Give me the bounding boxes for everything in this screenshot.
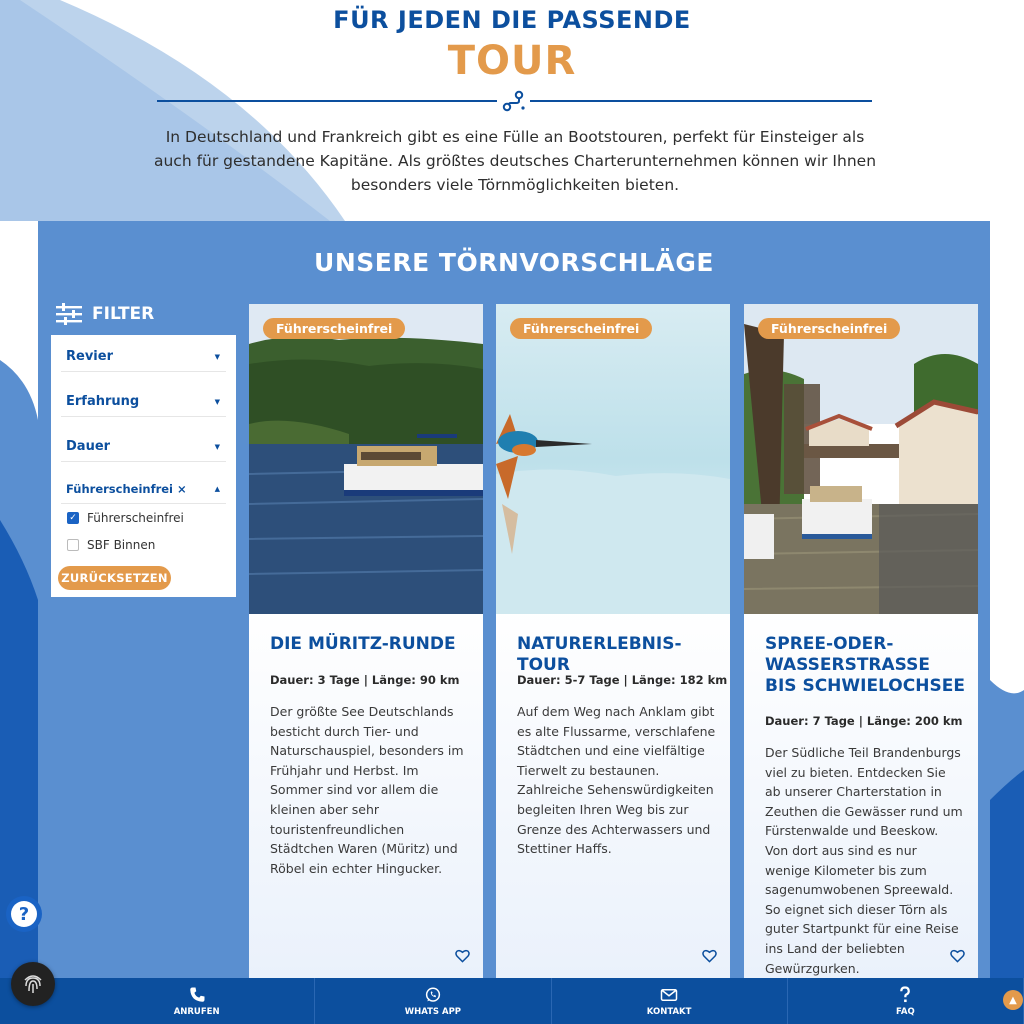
help-icon: ? xyxy=(11,901,37,927)
caret-up-icon: ▲ xyxy=(214,484,220,493)
heart-icon[interactable] xyxy=(455,949,470,963)
call-label: ANRUFEN xyxy=(173,1006,220,1017)
option-sbf-binnen[interactable] xyxy=(67,538,155,552)
card-description: Der größte See Deutschlands besticht durch Tier- und Naturschauspiel, besonders im Frühjahr und Herbst. Im Sommer sind vor allem die kleinen aber sehr touristenfreundlichen Städtchen Waren (Müritz) und Röbel ein echter Hingucker. xyxy=(270,704,464,876)
question-icon xyxy=(896,986,914,1004)
tour-card-spree-oder[interactable] xyxy=(744,304,978,979)
license-free-badge: Führerscheinfrei xyxy=(510,318,652,339)
select-revier[interactable] xyxy=(61,342,226,372)
faq-label: FAQ xyxy=(896,1006,915,1017)
card-meta: Dauer: 5-7 Tage | Länge: 182 km xyxy=(517,673,728,687)
select-fuehrerschein[interactable] xyxy=(61,474,226,504)
select-erfahrung-label: Erfahrung xyxy=(66,394,140,409)
card-title[interactable]: DIE MÜRITZ-RUNDE xyxy=(270,634,456,654)
divider-right xyxy=(530,100,872,102)
card-meta: Dauer: 3 Tage | Länge: 90 km xyxy=(270,673,460,687)
route-icon xyxy=(502,90,526,112)
heart-icon[interactable] xyxy=(950,949,965,963)
mail-icon xyxy=(660,986,678,1004)
heart-icon[interactable] xyxy=(702,949,717,963)
filter-heading xyxy=(56,303,154,325)
help-chat-button[interactable] xyxy=(6,896,42,932)
caret-down-icon: ▼ xyxy=(214,397,220,406)
card-description: Der Südliche Teil Brandenburgs viel zu bieten. Entdecken Sie ab unserer Charterstation in Zeuthen die Gewässer rund um Fürstenwalde und Beeskow. Von dort aus sind es nur wenige Kilometer bis zum sagenumwobenen Spreewald. So eignet sich dieser Törn als guter Startpunkt für eine Reise ins Land der beliebten Gewürzgurken. xyxy=(765,745,963,976)
fingerprint-icon xyxy=(20,971,46,997)
sliders-icon xyxy=(56,303,82,325)
card-title[interactable]: NATURERLEBNIS-TOUR xyxy=(517,634,682,675)
panel-title: UNSERE TÖRNVORSCHLÄGE xyxy=(314,248,714,277)
contact-button[interactable] xyxy=(552,978,788,1024)
select-revier-label: Revier xyxy=(66,349,113,364)
checkbox-unchecked-icon[interactable] xyxy=(67,539,79,551)
tour-suggestions-panel xyxy=(38,221,990,981)
filter-box xyxy=(51,335,236,597)
divider-left xyxy=(157,100,497,102)
canal-lock-image xyxy=(744,304,978,614)
faq-button[interactable] xyxy=(788,978,1024,1024)
contact-label: KONTAKT xyxy=(646,1006,692,1017)
scroll-up-button[interactable]: ▲ xyxy=(1003,990,1023,1010)
select-fuehrerschein-label: Führerscheinfrei × xyxy=(66,481,187,496)
phone-icon xyxy=(188,986,206,1004)
license-free-badge: Führerscheinfrei xyxy=(263,318,405,339)
license-free-badge: Führerscheinfrei xyxy=(758,318,900,339)
kingfisher-image xyxy=(496,304,730,614)
reset-button[interactable]: ZURÜCKSETZEN xyxy=(58,566,171,590)
hero-title: TOUR xyxy=(447,38,577,84)
select-erfahrung[interactable] xyxy=(61,387,226,417)
card-title[interactable]: SPREE-ODER-WASSERSTRASSE BIS SCHWIELOCHSEE xyxy=(765,634,965,696)
caret-down-icon: ▼ xyxy=(214,442,220,451)
option-sbf-binnen-label: SBF Binnen xyxy=(87,538,156,552)
lake-boat-image xyxy=(249,304,483,614)
select-dauer[interactable] xyxy=(61,432,226,462)
option-fuehrerscheinfrei-label: Führerscheinfrei xyxy=(87,511,184,525)
call-button[interactable] xyxy=(79,978,315,1024)
hero-intro-text: In Deutschland und Frankreich gibt es eine Fülle an Bootstouren, perfekt für Einsteiger als auch für gestandene Kapitäne. Als größtes deutsches Charterunternehmen können wir Ihnen besonders viele Törnmöglichkeiten bieten. xyxy=(153,128,877,194)
card-description: Auf dem Weg nach Anklam gibt es alte Flussarme, verschlafene Städtchen und eine vielfältige Tierwelt zu bestaunen. Zahlreiche Sehenswürdigkeiten begleiten Ihren Weg bis zur Grenze des Achterwassers und Stettiner Haffs. xyxy=(517,704,716,857)
option-fuehrerscheinfrei[interactable] xyxy=(67,511,184,525)
whatsapp-label: WHATS APP xyxy=(404,1006,462,1017)
card-meta: Dauer: 7 Tage | Länge: 200 km xyxy=(765,714,963,728)
caret-down-icon: ▼ xyxy=(214,352,220,361)
bottom-action-bar xyxy=(0,978,1024,1024)
filter-heading-label: FILTER xyxy=(92,304,155,324)
checkbox-checked-icon[interactable]: ✓ xyxy=(67,512,79,524)
hero-subtitle: FÜR JEDEN DIE PASSENDE xyxy=(333,6,691,34)
whatsapp-button[interactable] xyxy=(315,978,551,1024)
whatsapp-icon xyxy=(424,986,442,1004)
tour-card-naturerlebnis[interactable] xyxy=(496,304,730,979)
fingerprint-button[interactable] xyxy=(11,962,55,1006)
tour-card-mueritz[interactable] xyxy=(249,304,483,979)
select-dauer-label: Dauer xyxy=(66,439,111,454)
